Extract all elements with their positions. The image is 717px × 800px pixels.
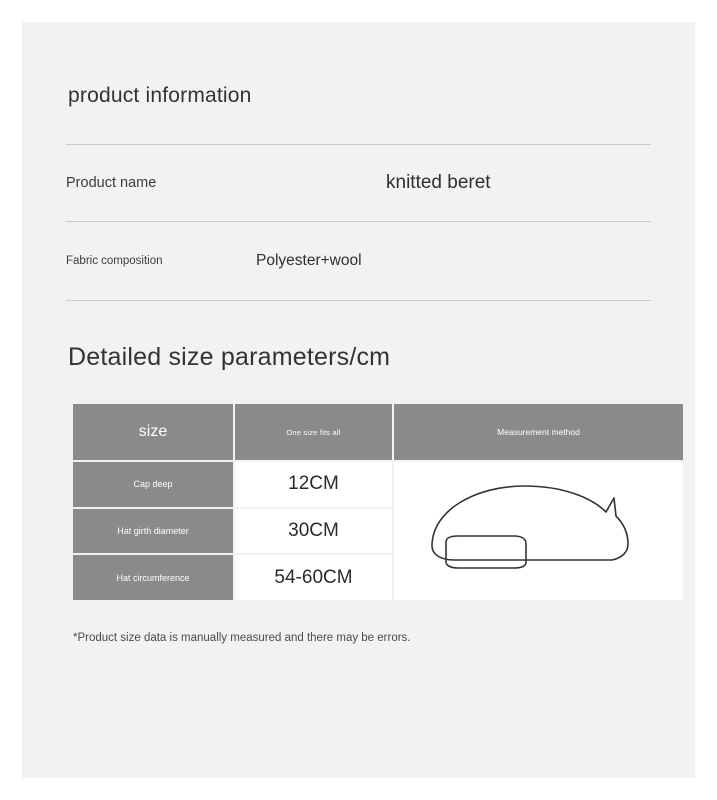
size-section-title: Detailed size parameters/cm [68,343,391,371]
size-table [71,402,685,602]
row-label-hat-girth-diameter: Hat girth diameter [73,509,233,554]
row-value-hat-girth-diameter: 30CM [235,509,392,554]
measurement-note: *Product size data is manually measured and there may be errors. [73,632,411,644]
info-row-fabric-composition [66,222,651,300]
table-header-onesize: One size fits all [235,404,392,460]
divider-bottom [66,300,651,301]
table-header-measurement-method: Measurement method [394,404,683,460]
info-row-product-name [66,145,651,221]
info-value: Polyester+wool [256,252,362,269]
table-header-row [73,404,683,460]
row-value-cap-deep: 12CM [235,462,392,507]
page-title: product information [68,84,252,107]
info-label: Product name [66,175,157,191]
info-label: Fabric composition [66,255,163,267]
row-value-hat-circumference: 54-60CM [235,555,392,600]
measurement-diagram-cell [394,462,683,600]
table-header-size: size [73,404,233,460]
row-label-hat-circumference: Hat circumference [73,555,233,600]
table-row [73,462,683,507]
info-value: knitted beret [386,172,491,193]
row-label-cap-deep: Cap deep [73,462,233,507]
product-detail-panel [22,22,695,778]
beret-icon [394,462,683,600]
